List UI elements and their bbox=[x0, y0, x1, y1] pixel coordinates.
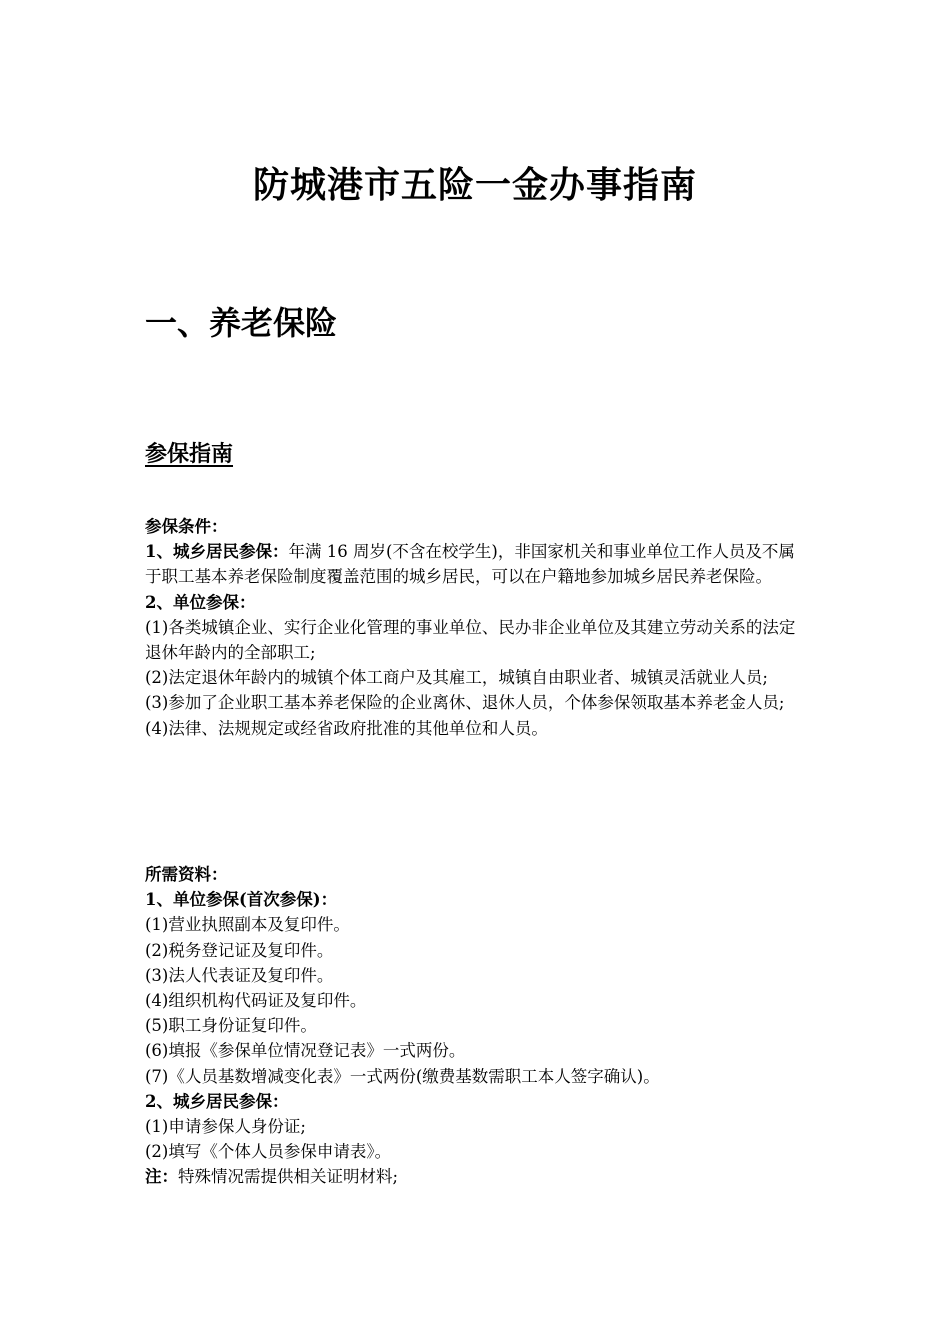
materials-group-2-label: 2、城乡居民参保： bbox=[145, 1091, 289, 1111]
materials-list-item: (2)填写《个体人员参保申请表》。 bbox=[145, 1142, 392, 1162]
materials-group-1-label: 1、单位参保(首次参保)： bbox=[145, 890, 338, 910]
condition-list-item: (1)各类城镇企业、实行企业化管理的事业单位、民办非企业单位及其建立劳动关系的法定退休年龄内的全部职工; bbox=[145, 617, 796, 663]
materials-block bbox=[145, 862, 810, 1190]
section-heading: 一、养老保险 bbox=[145, 304, 338, 342]
condition-item-2-label: 2、单位参保： bbox=[145, 592, 256, 612]
materials-list-item: (2)税务登记证及复印件。 bbox=[145, 940, 334, 960]
materials-list-item: (7)《人员基数增减变化表》一式两份(缴费基数需职工本人签字确认)。 bbox=[145, 1066, 660, 1086]
condition-list-item: (4)法律、法规规定或经省政府批准的其他单位和人员。 bbox=[145, 718, 548, 738]
materials-list-item: (1)申请参保人身份证; bbox=[145, 1117, 306, 1137]
condition-list-item: (3)参加了企业职工基本养老保险的企业离休、退休人员，个体参保领取基本养老金人员; bbox=[145, 693, 785, 713]
materials-list-item: (6)填报《参保单位情况登记表》一式两份。 bbox=[145, 1041, 466, 1061]
note-label: 注： bbox=[145, 1167, 178, 1187]
condition-item-1 bbox=[145, 539, 810, 589]
subsection-heading: 参保指南 bbox=[145, 441, 234, 467]
materials-list-item: (3)法人代表证及复印件。 bbox=[145, 965, 334, 985]
condition-item-1-text: 年满 16 周岁(不含在校学生)，非国家机关和事业单位工作人员及不属于职工基本养老保险制度覆盖范围的城乡居民，可以在户籍地参加城乡居民养老保险。 bbox=[145, 542, 795, 587]
materials-list-item: (1)营业执照副本及复印件。 bbox=[145, 915, 350, 935]
conditions-heading: 参保条件： bbox=[145, 517, 228, 536]
materials-heading: 所需资料： bbox=[145, 865, 228, 884]
condition-item-1-label: 1、城乡居民参保： bbox=[145, 542, 289, 562]
materials-list-item: (4)组织机构代码证及复印件。 bbox=[145, 991, 367, 1011]
materials-list-item: (5)职工身份证复印件。 bbox=[145, 1016, 317, 1036]
condition-list-item: (2)法定退休年龄内的城镇个体工商户及其雇工，城镇自由职业者、城镇灵活就业人员; bbox=[145, 668, 768, 688]
document-title: 防城港市五险一金办事指南 bbox=[252, 164, 697, 206]
conditions-block bbox=[145, 514, 810, 741]
note-text: 特殊情况需提供相关证明材料; bbox=[178, 1167, 399, 1187]
materials-note bbox=[145, 1164, 810, 1189]
